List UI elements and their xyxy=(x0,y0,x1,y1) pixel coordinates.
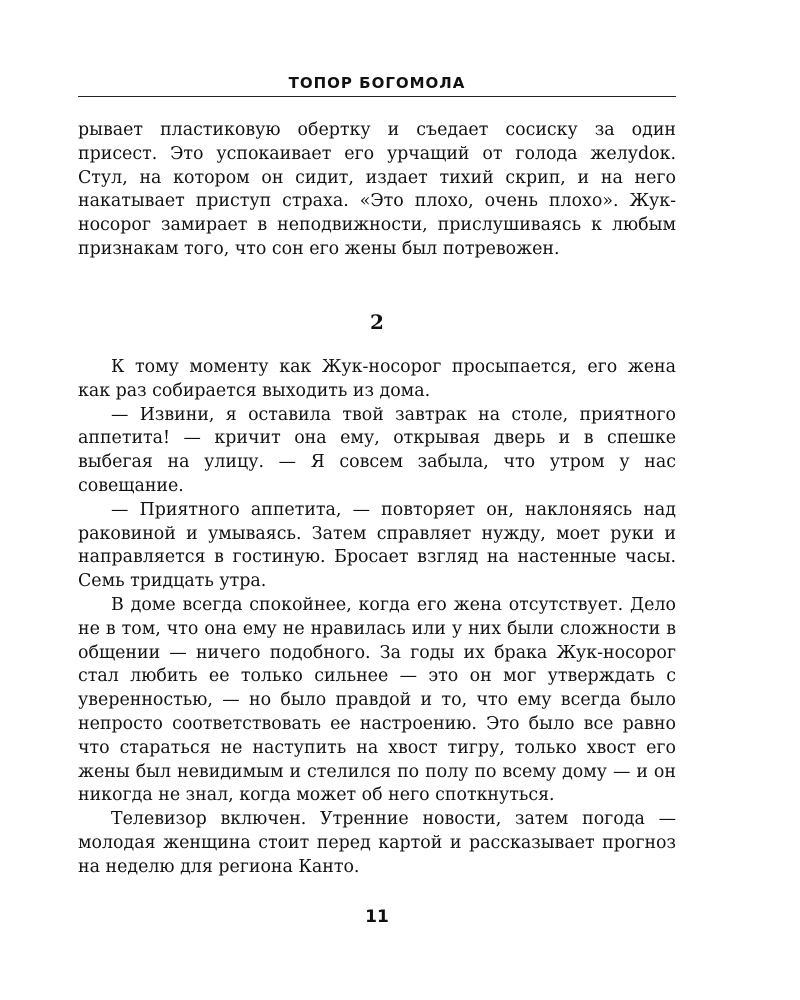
paragraph-continuation: рывает пластиковую обертку и съедает сосиску за один присест. Это успокаивает его урчащий от голода желуdок. Стул, на котором он сидит, издает тихий скрип, и на него накатывает приступ страха. «Это плохо, очень плохо». Жук-носорог замирает в неподвижности, прислушиваясь к любым признакам того, что сон его жены был потревожен. xyxy=(78,120,676,259)
paragraph-1: К тому моменту как Жук-носорог просыпается, его жена как раз собирается выходить из дома. xyxy=(78,357,676,401)
header-rule xyxy=(78,96,676,97)
page-number: 11 xyxy=(365,907,389,927)
text-main-block xyxy=(78,356,676,880)
paragraph-3: — Приятного аппетита, — повторяет он, наклоняясь над раковиной и умываясь. Затем справляет нужду, моет руки и направляется в гостиную. Бросает взгляд на настенные часы. Семь тридцать утра. xyxy=(78,499,676,592)
paragraph-2: — Извини, я оставила твой завтрак на столе, приятного аппетита! — кричит она ему, открывая дверь и в спешке выбегая на улицу. — Я совсем забыла, что утром у нас совещание. xyxy=(78,404,676,496)
paragraph-5: Телевизор включен. Утренние новости, затем погода — молодая женщина стоит перед картой и рассказывает прогноз на неделю для региона Канто. xyxy=(78,809,676,877)
running-head-title: ТОПОР БОГОМОЛА xyxy=(288,74,466,92)
section-number: 2 xyxy=(370,310,384,334)
paragraph-4: В доме всегда спокойнее, когда его жена отсутствует. Дело не в том, что она ему не нравилась или у них были сложности в общении — ничего подобного. За годы их брака Жук-носорог стал любить ее только сильнее — это он мог утверждать с уверенностью, — но было правдой и то, что ему всегда было непросто соответствовать ее настроению. Это было все равно что стараться не наступить на хвост тигру, только хвост его жены был невидимым и стелился по полу по всему дому — и он никогда не знал, когда может об него споткнуться. xyxy=(78,594,676,806)
text-continuation-block xyxy=(78,119,676,262)
